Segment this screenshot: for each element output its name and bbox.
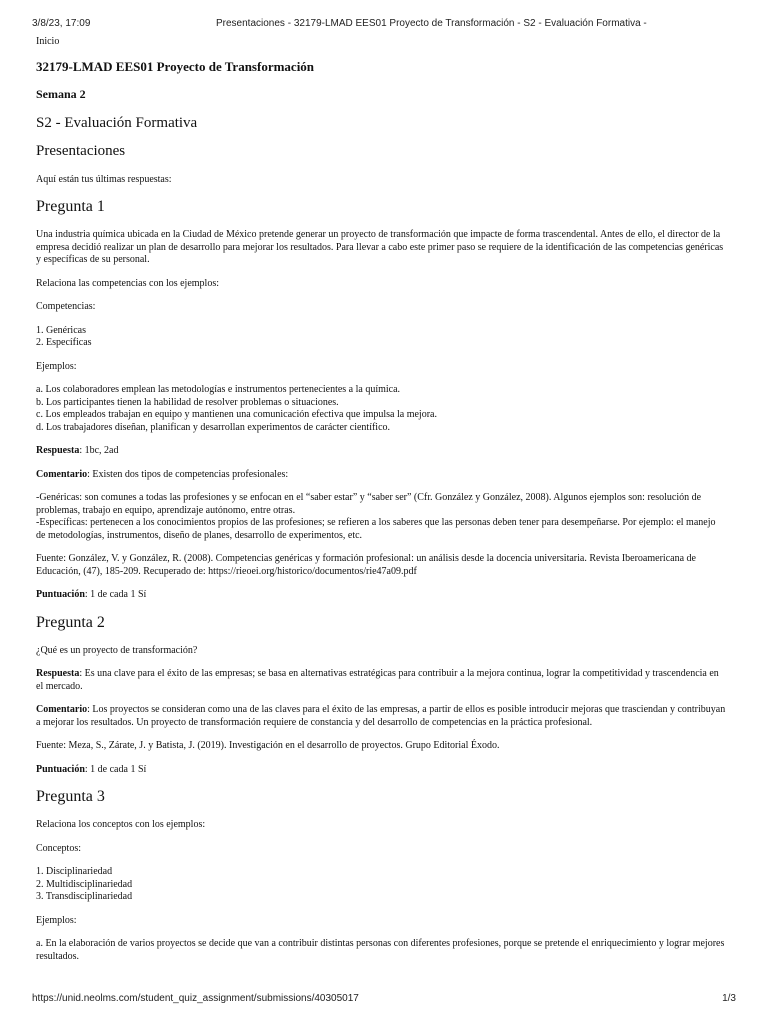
answer-label: Respuesta <box>36 668 80 679</box>
answer-text: : Es una clave para el éxito de las empresas; se basa en alternativas estratégicas para contribuir a la mejora continua, lograr la competitividad y trascendencia en el mercado. <box>36 668 719 692</box>
comment-text: : Existen dos tipos de competencias profesionales: <box>87 468 289 480</box>
print-page-title: Presentaciones - 32179-LMAD EES01 Proyecto de Transformación - S2 - Evaluación Formativa - <box>216 18 647 29</box>
list-b <box>36 384 726 434</box>
assignment-title: S2 - Evaluación Formativa <box>36 114 198 131</box>
week-title: Semana 2 <box>36 86 86 101</box>
comment <box>36 469 726 482</box>
question-3 <box>36 787 726 963</box>
list-a-label: Competencias: <box>36 301 96 312</box>
list-item: 2. Específicas <box>36 337 92 348</box>
question-statement: ¿Qué es un proyecto de transformación? <box>36 644 198 656</box>
comment-label: Comentario <box>36 704 88 715</box>
answer <box>36 445 726 458</box>
list-b <box>36 938 726 963</box>
document-content <box>36 36 726 974</box>
print-url: https://unid.neolms.com/student_quiz_assignment/submissions/40305017 <box>32 993 359 1004</box>
answer-text: : 1bc, 2ad <box>79 445 119 456</box>
question-title: Pregunta 3 <box>36 788 105 805</box>
print-header <box>32 18 736 32</box>
list-a <box>36 866 726 904</box>
comment-text: : Los proyectos se consideran como una de las claves para el éxito de las empresas, a partir de ellos es posible introducir mejoras que trasciendan y contribuyan a mejorar los resultados. Un proyecto de transformación requiere de constancia y del desarrollo de competencias en la práctica profesional. <box>36 704 726 728</box>
list-b-label: Ejemplos: <box>36 914 77 926</box>
score <box>36 589 726 602</box>
score-label: Puntuación <box>36 589 85 600</box>
print-datetime: 3/8/23, 17:09 <box>32 18 91 29</box>
list-item: a. En la elaboración de varios proyectos se decide que van a contribuir distintas personas con diferentes profesiones, porque se pretende el enriquecimiento y lograr mejores resultados. <box>36 938 725 962</box>
question-title: Pregunta 1 <box>36 198 105 215</box>
section-title: Presentaciones <box>36 142 126 159</box>
list-item: 1. Genéricas <box>36 324 86 336</box>
question-instruction: Relaciona los conceptos con los ejemplos: <box>36 819 206 830</box>
answer <box>36 668 726 693</box>
course-title: 32179-LMAD EES01 Proyecto de Transformación <box>36 58 315 74</box>
source-text: Fuente: Meza, S., Zárate, J. y Batista, J. (2019). Investigación en el desarrollo de proyectos. Grupo Editorial Éxodo. <box>36 740 500 751</box>
print-footer <box>32 993 736 1007</box>
question-2 <box>36 613 726 777</box>
score-label: Puntuación <box>36 763 85 775</box>
question-instruction: Relaciona las competencias con los ejemplos: <box>36 277 219 289</box>
comment <box>36 704 726 729</box>
comment-details <box>36 492 726 542</box>
comment-line: -Genéricas: son comunes a todas las profesiones y se enfocan en el “saber estar” y “saber ser” (Cfr. González y González, 2008). Algunos ejemplos son: resolución de problemas, trabajo en equipo, aprendizaje autónomo, entre otras. <box>36 492 702 516</box>
comment-line: -Específicas: pertenecen a los conocimientos propios de las profesiones; se refieren a los saberes que las personas deben tener para desempeñarse. Por ejemplo: el manejo de metodologías, instrumentos, diseño de planes, desarrollo de experimentos, etc. <box>36 517 716 541</box>
list-item: d. Los trabajadores diseñan, planifican y desarrollan experimentos de carácter científico. <box>36 421 391 433</box>
score <box>36 764 726 777</box>
comment-label: Comentario <box>36 468 88 480</box>
list-item: 1. Disciplinariedad <box>36 866 113 877</box>
intro-text: Aquí están tus últimas respuestas: <box>36 173 172 185</box>
home-link[interactable]: Inicio <box>36 36 60 47</box>
question-statement: Una industria química ubicada en la Ciudad de México pretende generar un proyecto de transformación que impacte de forma trascendental. Antes de ello, el director de la empresa decidió realizar un plan de desarrollo para mejorar los resultados. Para llevar a cabo este primer paso se requiere de la identificación de las competencias genéricas y específicas de su personal. <box>36 229 724 265</box>
list-item: c. Los empleados trabajan en equipo y mantienen una comunicación efectiva que impulsa la mejora. <box>36 409 437 420</box>
list-b-label: Ejemplos: <box>36 360 77 372</box>
list-a <box>36 325 726 350</box>
list-item: a. Los colaboradores emplean las metodologías e instrumentos pertenecientes a la química. <box>36 384 401 395</box>
question-title: Pregunta 2 <box>36 613 105 631</box>
source-text: Fuente: González, V. y González, R. (2008). Competencias genéricas y formación profesional: un análisis desde la docencia universitaria. Revista Iberoamericana de Educación, (47), 185-209. Recuperado de: https://rieoei.org/historico/documentos/rie47a09.pdf <box>36 553 696 577</box>
question-1 <box>36 197 726 602</box>
list-item: 3. Transdisciplinariedad <box>36 891 133 902</box>
score-text: : 1 de cada 1 Sí <box>84 589 147 600</box>
score-text: : 1 de cada 1 Sí <box>84 763 147 775</box>
print-page-number: 1/3 <box>722 993 736 1004</box>
list-item: 2. Multidisciplinariedad <box>36 878 133 890</box>
list-a-label: Conceptos: <box>36 842 81 854</box>
list-item: b. Los participantes tienen la habilidad de resolver problemas o situaciones. <box>36 396 339 408</box>
answer-label: Respuesta <box>36 445 80 456</box>
